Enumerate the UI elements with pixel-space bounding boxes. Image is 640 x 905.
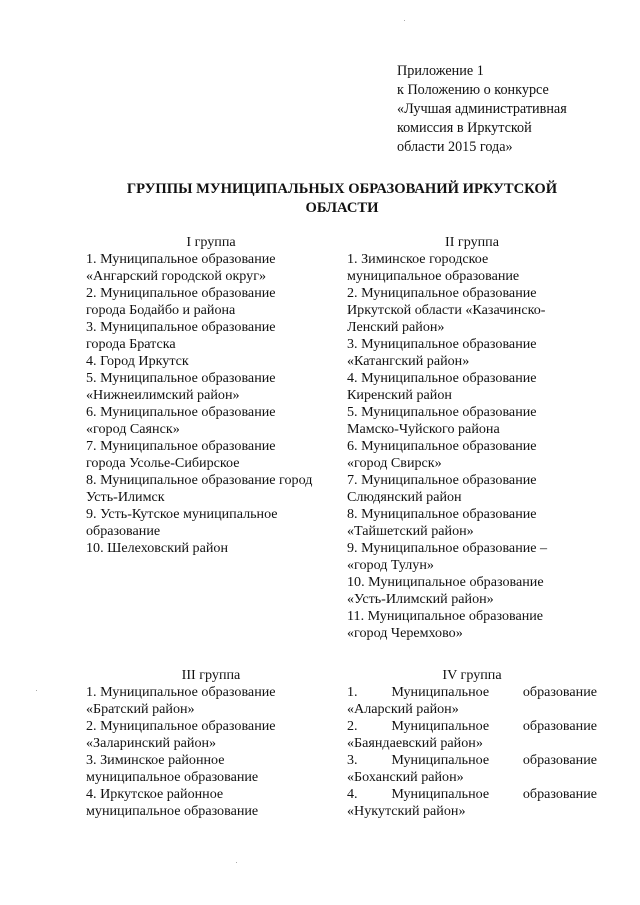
list-item-line: Усть-Илимск (86, 489, 165, 505)
group-4 (347, 667, 597, 820)
list-item-line: 1. Муниципальное образование (86, 684, 276, 700)
list-item-line: Киренский район (347, 387, 452, 403)
title-line-1: ГРУППЫ МУНИЦИПАЛЬНЫХ ОБРАЗОВАНИЙ ИРКУТСКОЙ (126, 181, 558, 197)
list-item (347, 608, 597, 642)
list-item-line: 3. Зиминское районное (86, 752, 225, 768)
list-item (347, 540, 597, 574)
list-item (86, 285, 336, 319)
list-item-line: Иркутской области «Казачинско- (347, 302, 546, 318)
list-item-line: «Нукутский район» (347, 803, 466, 819)
list-item-line: «Заларинский район» (86, 735, 217, 751)
group-heading: III группа (181, 667, 241, 683)
group-2 (347, 234, 597, 642)
appendix-line: «Лучшая административная (397, 101, 567, 117)
list-item-line: 10. Шелеховский район (86, 540, 228, 556)
list-item-line: 4. Город Иркутск (86, 353, 189, 369)
list-item-word: Муниципальное (391, 684, 490, 700)
list-item (347, 370, 597, 404)
list-item (86, 251, 336, 285)
list-item-line: 1. Муниципальное образование (86, 251, 276, 267)
list-item (86, 370, 336, 404)
list-item-line: 2. Муниципальное образование (86, 285, 276, 301)
list-item-word: 3. (347, 752, 358, 768)
list-item-word: образование (522, 752, 597, 768)
list-item-line: «Усть-Илимский район» (347, 591, 494, 607)
list-item-line: «Тайшетский район» (347, 523, 474, 539)
list-item-line: 2. Муниципальное образование (86, 718, 276, 734)
title-line-2: ОБЛАСТИ (305, 200, 379, 216)
list-item-word: Муниципальное (391, 752, 490, 768)
appendix-line: к Положению о конкурсе (397, 82, 549, 98)
group-heading: IV группа (442, 667, 502, 683)
list-item-word: Муниципальное (391, 786, 490, 802)
list-item-line (347, 684, 597, 701)
scan-speck (36, 690, 37, 691)
list-item-line: 4. Иркутское районное (86, 786, 224, 802)
list-item (86, 540, 336, 557)
list-item-line: 7. Муниципальное образование (347, 472, 537, 488)
list-item-line: 5. Муниципальное образование (347, 404, 537, 420)
list-item (86, 718, 336, 752)
list-item-line: города Братска (86, 336, 176, 352)
list-item-word: образование (522, 786, 597, 802)
list-item-line: «Нижнеилимский район» (86, 387, 240, 403)
list-item-line: города Усолье-Сибирское (86, 455, 240, 471)
list-item-line: 8. Муниципальное образование (347, 506, 537, 522)
appendix-line: комиссия в Иркутской (397, 120, 532, 136)
list-item (347, 718, 597, 752)
list-item (347, 472, 597, 506)
list-item (347, 285, 597, 336)
list-item-line: «город Саянск» (86, 421, 180, 437)
list-item-line (347, 718, 597, 735)
list-item-line: «Катангский район» (347, 353, 470, 369)
list-item (347, 251, 597, 285)
list-item-line: «город Свирск» (347, 455, 442, 471)
list-item-line: 3. Муниципальное образование (86, 319, 276, 335)
list-item-line: 9. Усть-Кутское муниципальное (86, 506, 278, 522)
list-item (86, 319, 336, 353)
list-item-line: Мамско-Чуйского района (347, 421, 500, 437)
list-item-word: 1. (347, 684, 358, 700)
list-item (347, 506, 597, 540)
appendix-note (397, 62, 633, 157)
group-heading: II группа (445, 234, 499, 250)
list-item-line: 9. Муниципальное образование – (347, 540, 548, 556)
list-item-line: «Аларский район» (347, 701, 459, 717)
list-item (86, 506, 336, 540)
list-item (347, 752, 597, 786)
list-item-line: Слюдянский район (347, 489, 462, 505)
list-item (347, 786, 597, 820)
list-item (347, 404, 597, 438)
list-item-line: «Боханский район» (347, 769, 464, 785)
list-item-line: 4. Муниципальное образование (347, 370, 537, 386)
scan-speck (236, 862, 237, 863)
list-item-line: Ленский район» (347, 319, 445, 335)
list-item (86, 404, 336, 438)
appendix-line: Приложение 1 (397, 63, 484, 79)
list-item (347, 438, 597, 472)
document-title (86, 180, 598, 218)
list-item-line: образование (86, 523, 161, 539)
list-item-line: города Бодайбо и района (86, 302, 236, 318)
list-item-line: 7. Муниципальное образование (86, 438, 276, 454)
appendix-line: области 2015 года» (397, 139, 513, 155)
list-item-word: 2. (347, 718, 358, 734)
scan-speck (404, 20, 405, 21)
list-item (347, 684, 597, 718)
group-heading: I группа (186, 234, 236, 250)
list-item-line: «Ангарский городской округ» (86, 268, 267, 284)
list-item (86, 472, 336, 506)
list-item-line: 2. Муниципальное образование (347, 285, 537, 301)
list-item-line: 5. Муниципальное образование (86, 370, 276, 386)
list-item-word: Муниципальное (391, 718, 490, 734)
list-item-word: образование (522, 718, 597, 734)
list-item-line (347, 786, 597, 803)
group-items (347, 684, 597, 820)
list-item-line (347, 752, 597, 769)
list-item-line: 6. Муниципальное образование (347, 438, 537, 454)
list-item (86, 684, 336, 718)
list-item-line: муниципальное образование (347, 268, 520, 284)
list-item (86, 438, 336, 472)
group-items (86, 251, 336, 557)
list-item-line: 10. Муниципальное образование (347, 574, 544, 590)
list-item-line: «Баяндаевский район» (347, 735, 483, 751)
list-item-line: 3. Муниципальное образование (347, 336, 537, 352)
list-item-line: «Братский район» (86, 701, 195, 717)
group-1 (86, 234, 336, 557)
list-item-word: 4. (347, 786, 358, 802)
list-item-line: муниципальное образование (86, 769, 259, 785)
group-items (86, 684, 336, 820)
list-item-line: 8. Муниципальное образование город (86, 472, 313, 488)
list-item (347, 336, 597, 370)
list-item (86, 353, 336, 370)
list-item-line: 11. Муниципальное образование (347, 608, 544, 624)
list-item (86, 752, 336, 786)
list-item-line: муниципальное образование (86, 803, 259, 819)
list-item-line: 6. Муниципальное образование (86, 404, 276, 420)
list-item (86, 786, 336, 820)
list-item-word: образование (522, 684, 597, 700)
list-item-line: «город Черемхово» (347, 625, 463, 641)
group-items (347, 251, 597, 642)
group-3 (86, 667, 336, 820)
list-item (347, 574, 597, 608)
list-item-line: 1. Зиминское городское (347, 251, 489, 267)
list-item-line: «город Тулун» (347, 557, 434, 573)
